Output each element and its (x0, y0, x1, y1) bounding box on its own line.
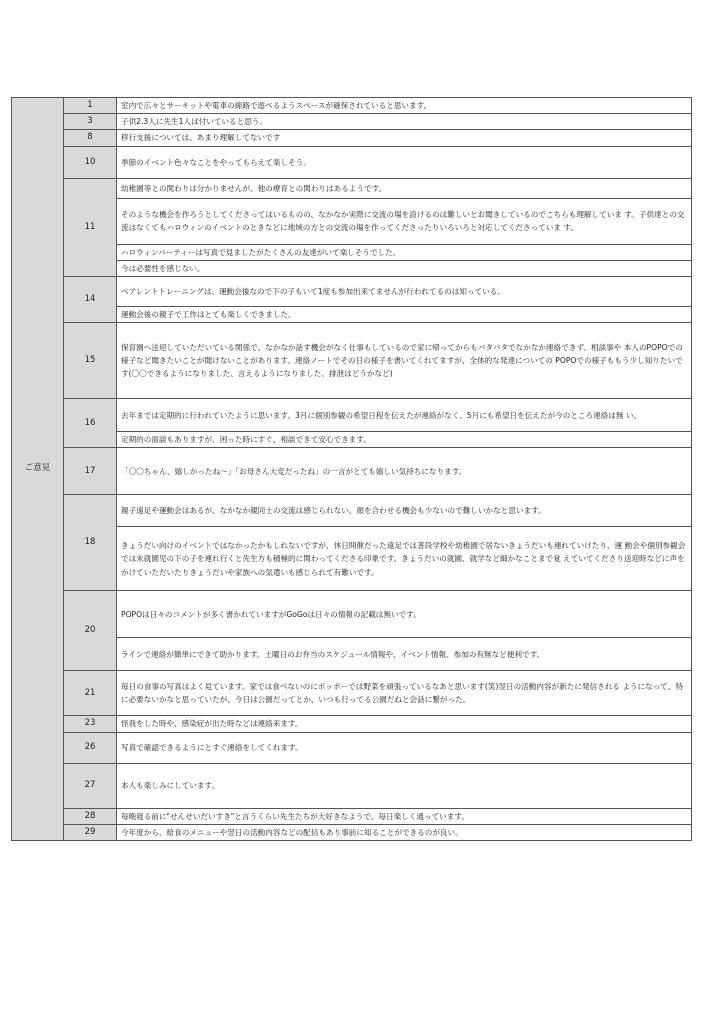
table-row (12, 323, 692, 399)
comment-text: 毎晩寝る前に"せんせいだいすき"と言うくらい先生たちが大好きなようで、毎日楽しく通っています。 (117, 808, 692, 824)
table-row (12, 732, 692, 763)
comment-text: 「〇〇ちゃん、嬉しかったね〜」「お母さん大変だったね」の一言がとても嬉しい気持ちになります。 (117, 448, 692, 495)
table-row (12, 277, 692, 307)
comment-text: 毎日の食事の写真はよく見ています。家では食べないのにポッポーでは野菜を頑張っているなあと思います(笑)翌日の活動内容が新たに発信される ようになって、特に必要ないかなと思っていたが、今日は公園だってとか、いつも行ってる公園だねと会話に繋がった。 (117, 671, 692, 716)
comment-text: 怪我をした時や、感染症が出た時などは連絡来ます。 (117, 716, 692, 732)
table-row (12, 716, 692, 732)
comment-text: 去年までは定期的に行われていたように思います。3月に個別参観の希望日程を伝えたが連絡がなく、5月にも希望日を伝えたが今のところ連絡は無 い。 (117, 399, 692, 432)
response-number: 3 (64, 114, 117, 130)
response-number: 10 (64, 146, 117, 178)
table-row (12, 114, 692, 130)
table-row (12, 824, 692, 840)
response-number: 8 (64, 130, 117, 146)
comment-text: ラインで連絡が簡単にできて助かります。土曜日のお弁当のスケジュール情報や、イベント情報、参加の有無など便利です。 (117, 638, 692, 671)
response-number: 1 (64, 98, 117, 114)
comment-text: 今は必要性を感じない。 (117, 260, 692, 276)
comment-text: 定期的の面談もありますが、困った時にすぐ、相談できて安心できます。 (117, 432, 692, 448)
comment-text: 子供2.3人に先生1人は付いていると思う。 (117, 114, 692, 130)
response-number: 11 (64, 178, 117, 276)
response-number: 17 (64, 448, 117, 495)
comment-text: 保育園へ送迎していただいている関係で、なかなか話す機会がなく仕事もしているので家に帰ってからもバタバタでなかなか連絡できず、相談事や 本人のPOPOでの様子など聞きたいことが聞けないことがあります。連絡ノートでその日の様子を書いてくれてますが、全体的な発達についての POPOでの様子ももう少し知りたいです(〇〇できるようになりました、言えるようになりました、排泄はどうかなど) (117, 323, 692, 399)
comment-text: 本人も楽しみにしています。 (117, 763, 692, 808)
comment-text: 運動会後の親子で工作はとても楽しくできました。 (117, 307, 692, 323)
response-number: 26 (64, 732, 117, 763)
comment-text: POPOは日々のコメントが多く書かれていますがGoGoは日々の情報の記載は無いです。 (117, 591, 692, 638)
comment-text: 今年度から、給食のメニューや翌日の活動内容などの配信もあり事前に知ることができるのが良い。 (117, 824, 692, 840)
response-number: 21 (64, 671, 117, 716)
table-row (12, 808, 692, 824)
comment-text: 幼稚園等との関わりは分かりませんが、他の療育との関わりはあるようです。 (117, 178, 692, 198)
response-number: 28 (64, 808, 117, 824)
category-label: ご意見 (12, 98, 64, 841)
table-row (12, 448, 692, 495)
table-row (12, 763, 692, 808)
comment-text: ペアレントトレーニングは、運動会後なので下の子もいて1度も参加出来てませんが行われてるのは知っている。 (117, 277, 692, 307)
comment-text: そのような機会を作ろうとしてくださってはいるものの、なかなか実際に交流の場を設けるのは難しいとお聞きしているのでこちらも理解していま す。子供達との交流はなくてもハロウィンのイベントのときなどに地域の方との交流の場を作ってくださったりいろいろと対応してくださっていま す。 (117, 198, 692, 244)
response-number: 20 (64, 591, 117, 671)
table-row (12, 591, 692, 638)
table-row (12, 671, 692, 716)
response-number: 15 (64, 323, 117, 399)
response-number: 29 (64, 824, 117, 840)
response-number: 27 (64, 763, 117, 808)
comment-text: ハロウィンパーティーは写真で見ましたがたくさんの友達がいて楽しそうでした。 (117, 244, 692, 260)
comment-text: 季節のイベント色々なことをやってもらえて楽しそう。 (117, 146, 692, 178)
response-number: 16 (64, 399, 117, 448)
response-number: 14 (64, 277, 117, 323)
opinions-table (11, 97, 692, 841)
response-number: 23 (64, 716, 117, 732)
table-row (12, 146, 692, 178)
table-row (12, 98, 692, 114)
table-row (12, 178, 692, 198)
comment-text: きょうだい向けのイベントではなかったかもしれないですが、休日開催だった遠足では普段学校や幼稚園で居ないきょうだいも連れていけたり、運 動会や個別参観会では未就園児の下の子を連れ行くと先生方も積極的に関わってくださる印象です。きょうだいの就園、就学など細かなことまで覚 えていてくださり送迎時などに声をかけていただいたりきょうだいや家族への気遣いも感じられて有難いです。 (117, 527, 692, 591)
table-row (12, 495, 692, 527)
table-row (12, 130, 692, 146)
response-number: 18 (64, 495, 117, 591)
comment-text: 親子遠足や運動会はあるが、なかなか親同士の交流は感じられない。顔を合わせる機会も少ないので難しいかなと思います。 (117, 495, 692, 527)
comment-text: 移行支援については、あまり理解してないです (117, 130, 692, 146)
comment-text: 室内で広々とサーキットや電車の線路で遊べるようスペースが確保されていると思います。 (117, 98, 692, 114)
table-row (12, 399, 692, 432)
comment-text: 写真で確認できるようにとすぐ連絡をしてくれます。 (117, 732, 692, 763)
